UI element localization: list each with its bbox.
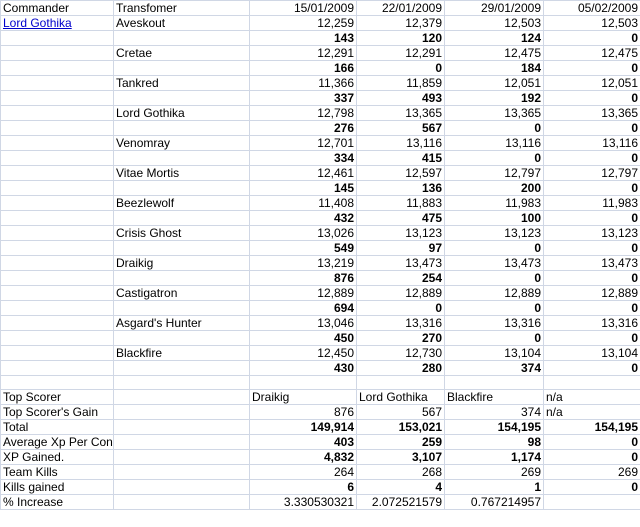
gain-row (1, 121, 640, 136)
xp-value[interactable]: 12,889 (445, 286, 544, 301)
xp-row (1, 196, 640, 211)
xp-value[interactable]: 13,473 (357, 256, 445, 271)
gain-row (1, 301, 640, 316)
xp-row (1, 136, 640, 151)
gain-value[interactable]: 567 (357, 121, 445, 136)
gain-value[interactable]: 374 (445, 361, 544, 376)
xp-value[interactable]: 13,365 (544, 106, 640, 121)
xp-value[interactable]: 11,366 (250, 76, 357, 91)
empty-cell[interactable] (114, 211, 250, 226)
gain-row (1, 151, 640, 166)
summary-value[interactable]: 4,832 (250, 450, 357, 465)
date-header[interactable]: 29/01/2009 (445, 1, 544, 16)
empty-cell[interactable] (114, 405, 250, 420)
summary-value[interactable]: 3.330530321 (250, 495, 357, 510)
empty-cell[interactable] (114, 31, 250, 46)
summary-value[interactable]: 4 (357, 480, 445, 495)
gain-value[interactable]: 337 (250, 91, 357, 106)
summary-row-top-scorer (1, 390, 640, 405)
commander-cell[interactable] (1, 76, 114, 91)
summary-value[interactable]: n/a (544, 390, 640, 405)
transformer-name[interactable]: Vitae Mortis (114, 166, 250, 181)
xp-row (1, 106, 640, 121)
xp-value[interactable]: 13,316 (445, 316, 544, 331)
transformer-name[interactable]: Venomray (114, 136, 250, 151)
empty-cell[interactable] (1, 331, 114, 346)
gain-value[interactable]: 0 (544, 121, 640, 136)
xp-value[interactable]: 12,797 (445, 166, 544, 181)
transformer-name[interactable]: Aveskout (114, 16, 250, 31)
summary-value[interactable]: 259 (357, 435, 445, 450)
xp-value[interactable]: 11,408 (250, 196, 357, 211)
empty-cell[interactable] (1, 376, 114, 390)
xp-value[interactable]: 13,104 (544, 346, 640, 361)
summary-value[interactable]: n/a (544, 405, 640, 420)
empty-cell[interactable] (357, 376, 445, 390)
transformer-name[interactable]: Crisis Ghost (114, 226, 250, 241)
xp-value[interactable]: 13,123 (445, 226, 544, 241)
xp-value[interactable]: 12,475 (445, 46, 544, 61)
transformer-name[interactable]: Blackfire (114, 346, 250, 361)
xp-value[interactable]: 13,116 (445, 136, 544, 151)
empty-cell[interactable] (1, 211, 114, 226)
gain-row (1, 211, 640, 226)
summary-row-total (1, 420, 640, 435)
empty-cell[interactable] (114, 495, 250, 510)
xp-row (1, 286, 640, 301)
summary-value[interactable]: 264 (250, 465, 357, 480)
summary-label[interactable]: Kills gained (1, 480, 114, 495)
xp-value[interactable]: 12,889 (544, 286, 640, 301)
empty-cell[interactable] (114, 151, 250, 166)
xp-value[interactable]: 12,475 (544, 46, 640, 61)
gain-row (1, 31, 640, 46)
summary-value[interactable]: 0 (544, 480, 640, 495)
summary-value[interactable]: 403 (250, 435, 357, 450)
xp-row (1, 16, 640, 31)
gain-value[interactable]: 192 (445, 91, 544, 106)
empty-cell[interactable] (1, 91, 114, 106)
transformer-name[interactable]: Cretae (114, 46, 250, 61)
gain-value[interactable]: 270 (357, 331, 445, 346)
xp-value[interactable]: 12,051 (544, 76, 640, 91)
gain-value[interactable]: 0 (357, 301, 445, 316)
xp-value[interactable]: 12,461 (250, 166, 357, 181)
summary-value[interactable]: 1 (445, 480, 544, 495)
empty-cell[interactable] (114, 331, 250, 346)
summary-row-kills-gained (1, 480, 640, 495)
commander-cell[interactable] (1, 16, 114, 31)
gain-value[interactable]: 0 (544, 181, 640, 196)
gain-value[interactable]: 0 (445, 331, 544, 346)
empty-cell[interactable] (1, 361, 114, 376)
gain-value[interactable]: 145 (250, 181, 357, 196)
summary-row-top-gain (1, 405, 640, 420)
xp-value[interactable]: 12,503 (445, 16, 544, 31)
gain-value[interactable]: 0 (544, 151, 640, 166)
gain-row (1, 361, 640, 376)
empty-cell[interactable] (1, 271, 114, 286)
gain-value[interactable]: 124 (445, 31, 544, 46)
gain-row (1, 91, 640, 106)
summary-row-xp-gained (1, 450, 640, 465)
sheet-body (1, 1, 640, 510)
summary-value[interactable]: 374 (445, 405, 544, 420)
blank-row (1, 376, 640, 390)
xp-value[interactable]: 12,051 (445, 76, 544, 91)
gain-value[interactable]: 415 (357, 151, 445, 166)
header-row (1, 1, 640, 16)
transformer-name[interactable]: Draikig (114, 256, 250, 271)
summary-row-team-kills (1, 465, 640, 480)
empty-cell[interactable] (114, 121, 250, 136)
summary-value[interactable]: 567 (357, 405, 445, 420)
xp-value[interactable]: 12,291 (357, 46, 445, 61)
commander-header[interactable]: Commander (1, 1, 114, 16)
xp-value[interactable]: 12,597 (357, 166, 445, 181)
xp-value[interactable]: 13,123 (544, 226, 640, 241)
gain-value[interactable]: 254 (357, 271, 445, 286)
summary-value[interactable]: Lord Gothika (357, 390, 445, 405)
gain-value[interactable]: 136 (357, 181, 445, 196)
transformer-name[interactable]: Lord Gothika (114, 106, 250, 121)
empty-cell[interactable] (445, 376, 544, 390)
summary-value[interactable]: 6 (250, 480, 357, 495)
summary-label[interactable]: XP Gained. (1, 450, 114, 465)
xp-value[interactable]: 12,701 (250, 136, 357, 151)
xp-value[interactable]: 12,889 (357, 286, 445, 301)
empty-cell[interactable] (544, 376, 640, 390)
xp-row (1, 346, 640, 361)
gain-value[interactable]: 475 (357, 211, 445, 226)
empty-cell[interactable] (1, 181, 114, 196)
date-header[interactable]: 15/01/2009 (250, 1, 357, 16)
transformer-name[interactable]: Asgard's Hunter (114, 316, 250, 331)
summary-label[interactable]: Average Xp Per Con (1, 435, 114, 450)
summary-value[interactable]: 876 (250, 405, 357, 420)
gain-value[interactable]: 0 (544, 91, 640, 106)
xp-value[interactable]: 13,046 (250, 316, 357, 331)
gain-value[interactable]: 0 (544, 301, 640, 316)
summary-value[interactable]: 268 (357, 465, 445, 480)
gain-value[interactable]: 334 (250, 151, 357, 166)
gain-value[interactable]: 0 (544, 331, 640, 346)
gain-value[interactable]: 432 (250, 211, 357, 226)
summary-label[interactable]: Total (1, 420, 114, 435)
commander-cell[interactable] (1, 136, 114, 151)
summary-value[interactable]: Blackfire (445, 390, 544, 405)
gain-value[interactable]: 0 (544, 61, 640, 76)
gain-value[interactable]: 276 (250, 121, 357, 136)
summary-value[interactable]: 269 (445, 465, 544, 480)
empty-cell[interactable] (114, 361, 250, 376)
summary-value[interactable]: 0.767214957 (445, 495, 544, 510)
xp-value[interactable]: 12,889 (250, 286, 357, 301)
xp-value[interactable]: 11,859 (357, 76, 445, 91)
gain-value[interactable]: 0 (445, 151, 544, 166)
empty-cell[interactable] (114, 435, 250, 450)
xp-value[interactable]: 12,291 (250, 46, 357, 61)
summary-value[interactable]: 154,195 (445, 420, 544, 435)
empty-cell[interactable] (1, 301, 114, 316)
empty-cell[interactable] (114, 61, 250, 76)
xp-row (1, 46, 640, 61)
summary-value[interactable]: Draikig (250, 390, 357, 405)
summary-value[interactable]: 1,174 (445, 450, 544, 465)
gain-value[interactable]: 0 (445, 271, 544, 286)
xp-value[interactable]: 13,473 (445, 256, 544, 271)
transformer-name[interactable]: Beezlewolf (114, 196, 250, 211)
empty-cell[interactable] (1, 121, 114, 136)
gain-value[interactable]: 200 (445, 181, 544, 196)
summary-row-pct-increase (1, 495, 640, 510)
xp-value[interactable]: 11,983 (445, 196, 544, 211)
gain-value[interactable]: 450 (250, 331, 357, 346)
empty-cell[interactable] (114, 91, 250, 106)
commander-cell[interactable] (1, 166, 114, 181)
gain-row (1, 271, 640, 286)
gain-value[interactable]: 0 (445, 301, 544, 316)
xp-value[interactable]: 12,730 (357, 346, 445, 361)
xp-value[interactable]: 13,104 (445, 346, 544, 361)
commander-cell[interactable] (1, 196, 114, 211)
xp-value[interactable]: 13,316 (544, 316, 640, 331)
xp-value[interactable]: 13,123 (357, 226, 445, 241)
empty-cell[interactable] (1, 241, 114, 256)
date-header[interactable]: 22/01/2009 (357, 1, 445, 16)
xp-value[interactable]: 12,798 (250, 106, 357, 121)
xp-value[interactable]: 12,379 (357, 16, 445, 31)
gain-value[interactable]: 120 (357, 31, 445, 46)
summary-value[interactable]: 269 (544, 465, 640, 480)
empty-cell[interactable] (114, 181, 250, 196)
summary-value[interactable] (544, 495, 640, 510)
gain-value[interactable]: 876 (250, 271, 357, 286)
summary-row-avg-xp (1, 435, 640, 450)
gain-value[interactable]: 0 (544, 31, 640, 46)
summary-value[interactable]: 149,914 (250, 420, 357, 435)
xp-value[interactable]: 13,026 (250, 226, 357, 241)
xp-value[interactable]: 13,116 (357, 136, 445, 151)
xp-value[interactable]: 13,365 (445, 106, 544, 121)
xp-value[interactable]: 12,503 (544, 16, 640, 31)
commander-link[interactable]: Lord Gothika (3, 16, 72, 30)
commander-cell[interactable] (1, 316, 114, 331)
commander-cell[interactable] (1, 286, 114, 301)
gain-value[interactable]: 0 (445, 121, 544, 136)
summary-value[interactable]: 154,195 (544, 420, 640, 435)
empty-cell[interactable] (114, 450, 250, 465)
empty-cell[interactable] (114, 241, 250, 256)
empty-cell[interactable] (114, 301, 250, 316)
xp-value[interactable]: 11,883 (357, 196, 445, 211)
empty-cell[interactable] (250, 376, 357, 390)
empty-cell[interactable] (114, 271, 250, 286)
summary-value[interactable]: 2.072521579 (357, 495, 445, 510)
gain-value[interactable]: 0 (544, 361, 640, 376)
gain-value[interactable]: 0 (357, 61, 445, 76)
gain-row (1, 181, 640, 196)
xp-row (1, 256, 640, 271)
xp-value[interactable]: 12,259 (250, 16, 357, 31)
empty-cell[interactable] (1, 31, 114, 46)
empty-cell[interactable] (114, 480, 250, 495)
commander-cell[interactable] (1, 46, 114, 61)
xp-row (1, 166, 640, 181)
xp-value[interactable]: 12,797 (544, 166, 640, 181)
commander-cell[interactable] (1, 346, 114, 361)
gain-value[interactable]: 430 (250, 361, 357, 376)
transformer-name[interactable]: Castigatron (114, 286, 250, 301)
gain-value[interactable]: 143 (250, 31, 357, 46)
commander-cell[interactable] (1, 256, 114, 271)
empty-cell[interactable] (114, 390, 250, 405)
summary-label[interactable]: Team Kills (1, 465, 114, 480)
gain-value[interactable]: 549 (250, 241, 357, 256)
empty-cell[interactable] (1, 61, 114, 76)
gain-row (1, 241, 640, 256)
summary-label[interactable]: Top Scorer (1, 390, 114, 405)
gain-value[interactable]: 493 (357, 91, 445, 106)
summary-value[interactable]: 153,021 (357, 420, 445, 435)
empty-cell[interactable] (1, 151, 114, 166)
xp-value[interactable]: 11,983 (544, 196, 640, 211)
xp-value[interactable]: 13,316 (357, 316, 445, 331)
summary-value[interactable]: 3,107 (357, 450, 445, 465)
gain-value[interactable]: 184 (445, 61, 544, 76)
summary-label[interactable]: % Increase (1, 495, 114, 510)
empty-cell[interactable] (114, 465, 250, 480)
transformer-name[interactable]: Tankred (114, 76, 250, 91)
xp-row (1, 76, 640, 91)
gain-row (1, 331, 640, 346)
gain-value[interactable]: 280 (357, 361, 445, 376)
gain-value[interactable]: 0 (445, 241, 544, 256)
gain-value[interactable]: 97 (357, 241, 445, 256)
gain-value[interactable]: 100 (445, 211, 544, 226)
gain-value[interactable]: 0 (544, 241, 640, 256)
gain-row (1, 61, 640, 76)
empty-cell[interactable] (114, 420, 250, 435)
xp-value[interactable]: 12,450 (250, 346, 357, 361)
xp-row (1, 226, 640, 241)
commander-cell[interactable] (1, 226, 114, 241)
xp-value[interactable]: 13,116 (544, 136, 640, 151)
gain-value[interactable]: 0 (544, 211, 640, 226)
empty-cell[interactable] (114, 376, 250, 390)
summary-value[interactable]: 0 (544, 435, 640, 450)
summary-value[interactable]: 98 (445, 435, 544, 450)
xp-value[interactable]: 13,473 (544, 256, 640, 271)
xp-row (1, 316, 640, 331)
summary-label[interactable]: Top Scorer's Gain (1, 405, 114, 420)
xp-value[interactable]: 13,365 (357, 106, 445, 121)
commander-cell[interactable] (1, 106, 114, 121)
date-header[interactable]: 05/02/2009 (544, 1, 640, 16)
summary-value[interactable]: 0 (544, 450, 640, 465)
xp-value[interactable]: 13,219 (250, 256, 357, 271)
gain-value[interactable]: 166 (250, 61, 357, 76)
transformer-header[interactable]: Transfomer (114, 1, 250, 16)
gain-value[interactable]: 0 (544, 271, 640, 286)
gain-value[interactable]: 694 (250, 301, 357, 316)
